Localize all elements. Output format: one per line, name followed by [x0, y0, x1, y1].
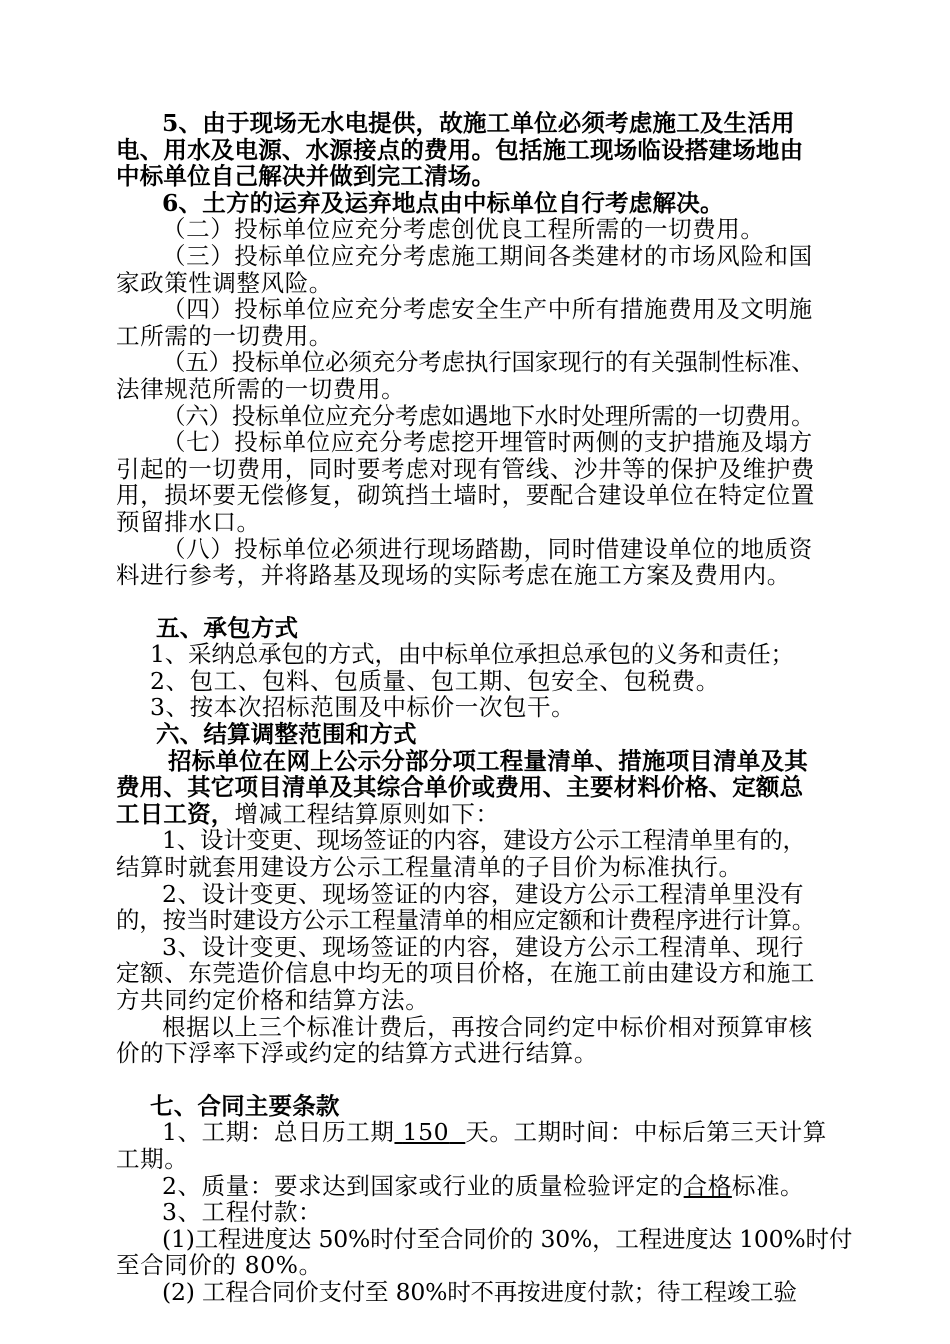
paragraph-line: 定额、东莞造价信息中均无的项目价格，在施工前由建设方和施工	[116, 959, 815, 988]
plain-text: 天。工期时间：中标后第三天计算	[465, 1118, 827, 1147]
bold-text: 工日工资，	[116, 799, 235, 828]
paragraph-line: 1、采纳总承包的方式，由中标单位承担总承包的义务和责任；	[150, 640, 794, 669]
paragraph-line: 3、工程付款：	[162, 1198, 323, 1227]
paragraph-line: 家政策性调整风险。	[116, 268, 333, 297]
underlined-value: 150	[402, 1118, 450, 1147]
paragraph-line: 结算时就套用建设方公示工程量清单的子目价为标准执行。	[116, 853, 743, 882]
plain-text: 2、质量：要求达到国家或行业的质量检验评定的	[162, 1171, 684, 1200]
paragraph-line: 法律规范所需的一切费用。	[116, 374, 406, 403]
paragraph-line: 3、设计变更、现场签证的内容，建设方公示工程清单、现行	[162, 932, 805, 961]
paragraph-line: 2、设计变更、现场签证的内容，建设方公示工程清单里没有	[162, 879, 805, 908]
paragraph-line: 根据以上三个标准计费后，再按合同约定中标价相对预算审核	[162, 1012, 813, 1041]
section-heading: 五、承包方式	[156, 613, 299, 642]
paragraph-line: 电、用水及电源、水源接点的费用。包括施工现场临设搭建场地由	[116, 135, 804, 164]
underlined-value: 合格	[683, 1171, 732, 1200]
paragraph-line: （五）投标单位必须充分考虑执行国家现行的有关强制性标准、	[162, 348, 815, 377]
paragraph-line: 招标单位在网上公示分部分项工程量清单、措施项目清单及其	[168, 746, 808, 775]
paragraph-line: （七）投标单位应充分考虑挖开埋管时两侧的支护措施及塌方	[162, 428, 813, 457]
paragraph-line: 1、设计变更、现场签证的内容，建设方公示工程清单里有的，	[162, 826, 806, 855]
paragraph-line: 方共同约定价格和结算方法。	[116, 986, 430, 1014]
paragraph-line: （六）投标单位应充分考虑如遇地下水时处理所需的一切费用。	[162, 401, 815, 430]
paragraph-line: 工期。	[116, 1144, 189, 1173]
paragraph-line	[116, 1119, 842, 1146]
paragraph-line: 费用、其它项目清单及其综合单价或费用、主要材料价格、定额总	[116, 773, 804, 802]
document-page	[116, 109, 853, 1306]
paragraph-line: 至合同价的 80%。	[116, 1251, 323, 1280]
paragraph-line: (2) 工程合同价支付至 80%时不再按进度付款；待工程竣工验	[162, 1277, 797, 1306]
plain-text: 标准。	[731, 1171, 805, 1200]
plain-text: 1、工期：总日历工期	[162, 1118, 395, 1147]
paragraph-line: 3、按本次招标范围及中标价一次包干。	[150, 693, 576, 722]
paragraph-line: 中标单位自己解决并做到完工清场。	[116, 162, 496, 191]
section-heading: 七、合同主要条款	[150, 1091, 340, 1120]
paragraph-line: 的，按当时建设方公示工程量清单的相应定额和计费程序进行计算。	[116, 906, 815, 935]
plain-text: 增减工程结算原则如下：	[234, 799, 500, 828]
paragraph-line: (1)工程进度达 50%时付至合同价的 30%，工程进度达 100%时付	[162, 1224, 853, 1253]
paragraph-line: （四）投标单位应充分考虑安全生产中所有措施费用及文明施	[162, 295, 813, 324]
paragraph-line: （二）投标单位应充分考虑创优良工程所需的一切费用。	[162, 215, 765, 244]
section-heading: 六、结算调整范围和方式	[156, 720, 417, 749]
paragraph-line: 引起的一切费用，同时要考虑对现有管线、沙井等的保护及维护费	[116, 454, 815, 483]
paragraph-line: （三）投标单位应充分考虑施工期间各类建材的市场风险和国	[162, 241, 813, 270]
paragraph-line: 2、包工、包料、包质量、包工期、包安全、包税费。	[150, 666, 720, 695]
paragraph-line	[116, 801, 842, 828]
paragraph-line: 用，损坏要无偿修复，砌筑挡土墙时，要配合建设单位在特定位置	[116, 481, 815, 510]
paragraph-line: （八）投标单位必须进行现场踏勘，同时借建设单位的地质资	[162, 534, 813, 563]
paragraph-line: 价的下浮率下浮或约定的结算方式进行结算。	[116, 1039, 598, 1068]
paragraph-line: 6、土方的运弃及运弃地点由中标单位自行考虑解决。	[162, 188, 724, 217]
paragraph-line: 工所需的一切费用。	[116, 321, 333, 350]
paragraph-line	[116, 1173, 842, 1200]
paragraph-line: 5、由于现场无水电提供，故施工单位必须考虑施工及生活用	[162, 109, 795, 137]
paragraph-line: 预留排水口。	[116, 507, 261, 536]
paragraph-line: 料进行参考，并将路基及现场的实际考虑在施工方案及费用内。	[116, 561, 791, 590]
